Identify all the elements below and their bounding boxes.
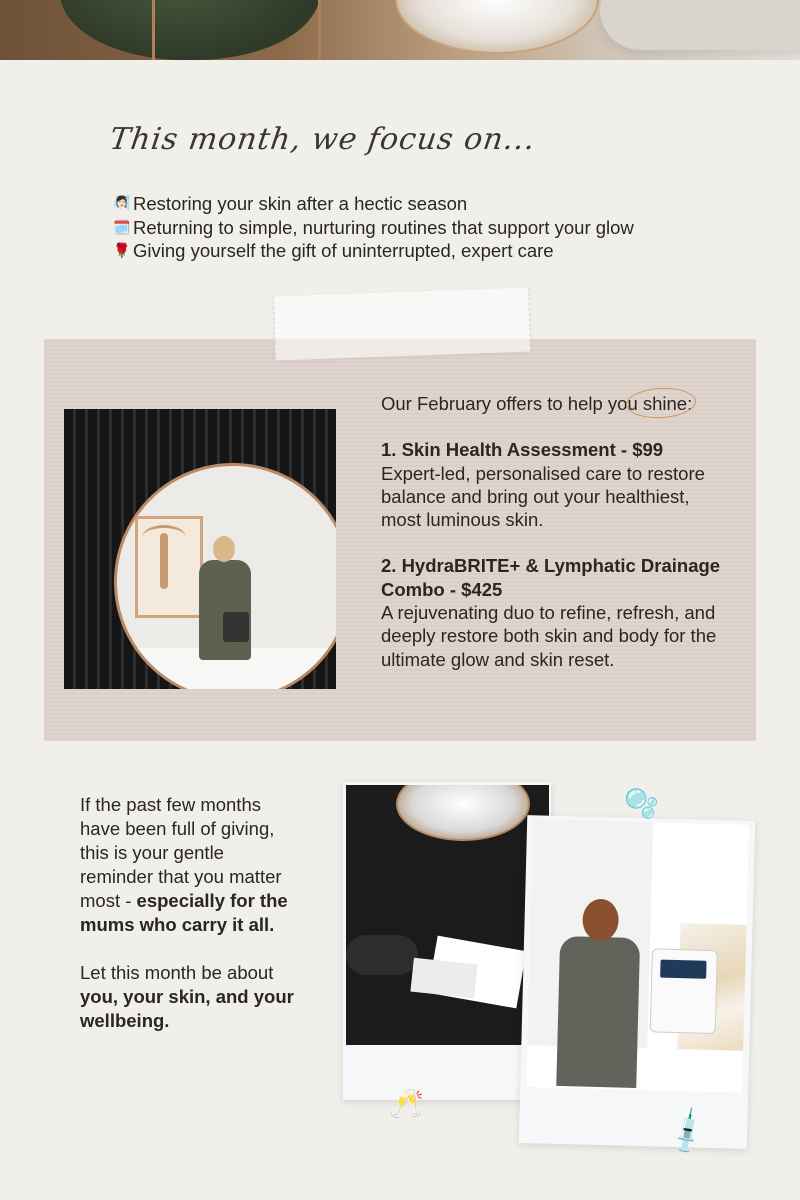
- focus-item-text: Giving yourself the gift of uninterrupted, expert care: [133, 240, 554, 261]
- polaroid-photo-tray: [343, 782, 551, 1100]
- focus-item-text: Returning to simple, nurturing routines that support your glow: [133, 216, 634, 238]
- bubbles-icon: 🫧: [624, 788, 659, 819]
- hand-shape: [346, 935, 418, 975]
- offer-description: Expert-led, personalised care to restore balance and bring out your healthiest, most luminous skin.: [381, 462, 705, 531]
- reminder-text: [80, 793, 295, 1033]
- offers-text: [381, 392, 731, 694]
- therapist-head: [582, 899, 619, 942]
- reminder-para-1: [80, 793, 295, 937]
- machine-screen: [660, 960, 706, 979]
- shine-highlight-circle: [626, 386, 697, 420]
- therapist-head: [213, 536, 235, 562]
- palm-leaves: [142, 525, 186, 550]
- hero-photo: [0, 0, 800, 60]
- offers-intro-text: Our February offers to help you shine:: [381, 393, 693, 414]
- reminder-para-2: [80, 961, 295, 1033]
- chair-leg: [152, 0, 155, 60]
- hydra-machine: [650, 948, 718, 1034]
- face-mask-woman-icon: 🧖🏻‍♀️: [113, 195, 131, 211]
- offers-panel: [44, 339, 756, 741]
- rose-icon: 🌹: [113, 242, 131, 258]
- treatment-photo: [526, 819, 749, 1093]
- focus-item: [113, 216, 634, 240]
- focus-item-text: Restoring your skin after a hectic season: [133, 193, 468, 214]
- focus-item: [113, 192, 634, 216]
- reminder-bold: especially for the mums who carry it all.: [80, 890, 288, 935]
- reminder-bold: you, your skin, and your wellbeing.: [80, 986, 294, 1031]
- palm-artwork: [135, 516, 203, 618]
- mirror-photo: [64, 409, 336, 689]
- offer-title: 1. Skin Health Assessment - $99: [381, 439, 664, 461]
- syringe-icon: 💉: [661, 1105, 715, 1159]
- offer-item: [381, 554, 731, 670]
- treatment-device: [223, 612, 249, 642]
- table-leg: [318, 0, 321, 60]
- reminder-text-part: If the past few months have been full of giving, this is your gentle reminder that you matter most -: [80, 794, 282, 911]
- calendar-icon: 🗓️: [113, 218, 131, 235]
- offer-title: 2. HydraBRITE+ & Lymphatic Drainage Combo - $425: [381, 555, 721, 600]
- tape-strip: [273, 288, 531, 361]
- couch-shape: [600, 0, 800, 50]
- focus-item: [113, 239, 634, 263]
- polaroid-photo-treatment: [519, 815, 756, 1149]
- therapist-figure: [556, 936, 640, 1088]
- product-card: [410, 958, 477, 999]
- tray-card-photo: [346, 785, 549, 1045]
- champagne-icon: 🥂: [389, 1088, 424, 1119]
- mirror-tray: [396, 785, 530, 841]
- reminder-text-part: Let this month be about: [80, 962, 274, 983]
- offer-item: [381, 438, 731, 531]
- therapist-figure: [199, 560, 251, 660]
- offers-intro: [381, 392, 692, 415]
- offer-description: A rejuvenating duo to refine, refresh, and deeply restore both skin and body for the ultimate glow and skin reset.: [381, 602, 717, 670]
- focus-list: [113, 192, 634, 263]
- focus-heading: This month, we focus on...: [107, 122, 538, 157]
- chair-shape: [60, 0, 320, 60]
- round-mirror: [114, 463, 336, 689]
- glass-tray: [395, 0, 599, 54]
